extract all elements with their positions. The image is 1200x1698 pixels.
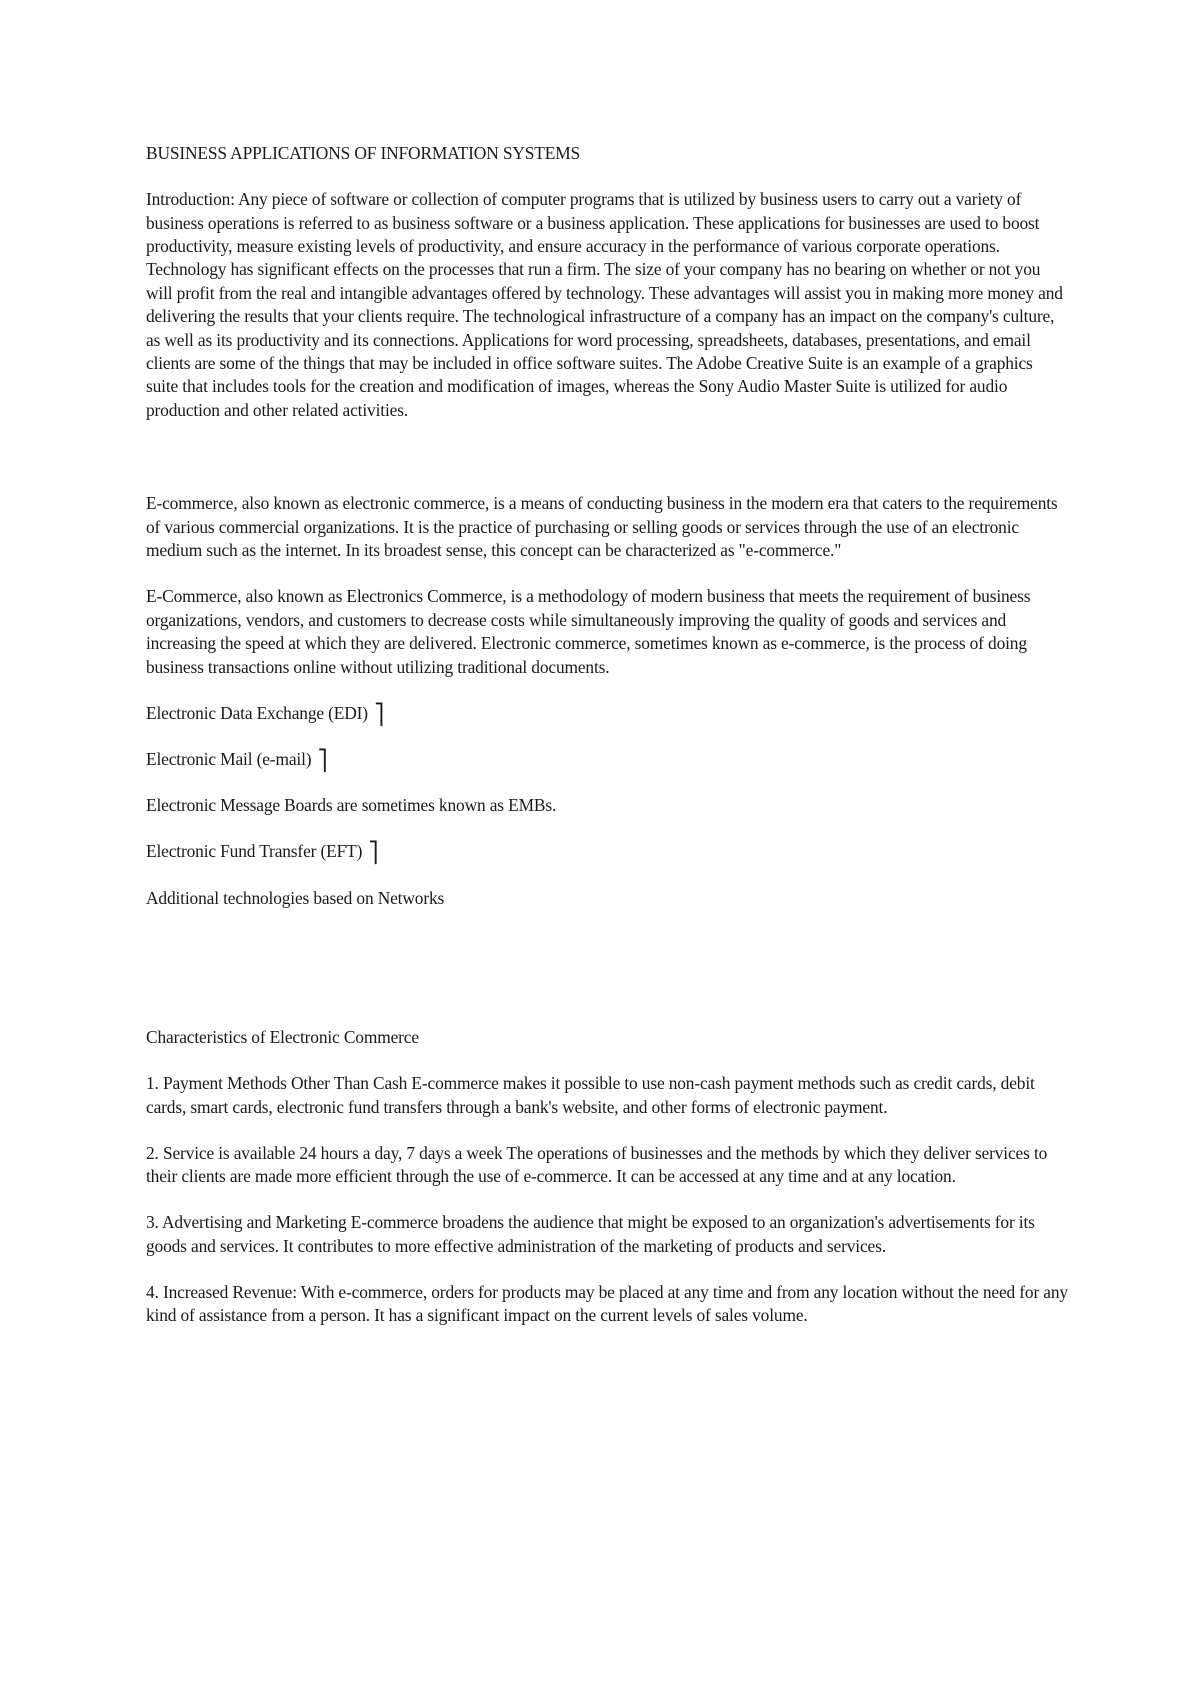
bracket-glyph: ⎤ [317,749,328,772]
characteristic-item-revenue: 4. Increased Revenue: With e-commerce, orders for products may be placed at any time and from any location without the need for any kind of assistance from a person. It has a significant impact on the current levels of sales volume. [146,1281,1068,1326]
tech-item-email [146,748,1068,771]
bracket-glyph: ⎤ [373,703,384,726]
intro-paragraph: Introduction: Any piece of software or collection of computer programs that is utilized by business users to carry out a variety of business operations is referred to as business software or a business application. These applications for businesses are used to boost productivity, measure existing levels of productivity, and ensure accuracy in the performance of various corporate operations. Technology has significant effects on the processes that run a firm. The size of your company has no bearing on whether or not you will profit from the real and intangible advantages offered by technology. These advantages will assist you in making more money and delivering the results that your clients require. The technological infrastructure of a company has an impact on the company's culture, as well as its productivity and its connections. Applications for word processing, spreadsheets, databases, presentations, and email clients are some of the things that may be included in office software suites. The Adobe Creative Suite is an example of a graphics suite that includes tools for the creation and modification of images, whereas the Sony Audio Master Suite is utilized for audio production and other related activities. [146,189,1063,420]
characteristic-item-marketing: 3. Advertising and Marketing E-commerce broadens the audience that might be exposed to an organization's advertisements for its goods and services. It contributes to more effective administration of the marketing of products and services. [146,1212,1035,1256]
tech-item-label: Additional technologies based on Networks [146,887,445,908]
ecommerce-methodology-paragraph: E-Commerce, also known as Electronics Commerce, is a methodology of modern business that meets the requirement of business organizations, vendors, and customers to decrease costs while simultaneously improving the quality of goods and services and increasing the speed at which they are delivered. Electronic commerce, sometimes known as e-commerce, is the process of doing business transactions online without utilizing traditional documents. [146,586,1031,677]
document-body [146,142,1068,1328]
document-title: BUSINESS APPLICATIONS OF INFORMATION SYSTEMS [146,143,581,163]
characteristic-item-payment: 1. Payment Methods Other Than Cash E-commerce makes it possible to use non-cash payment methods such as credit cards, debit cards, smart cards, electronic fund transfers through a bank's website, and other forms of electronic payment. [146,1073,1035,1117]
bracket-glyph: ⎤ [368,842,379,865]
tech-item-label: Electronic Fund Transfer (EFT) [146,841,363,862]
tech-item-emb [146,794,1068,817]
tech-item-label: Electronic Mail (e-mail) [146,748,312,769]
tech-item-label: Electronic Data Exchange (EDI) [146,702,368,723]
ecommerce-definition-paragraph: E-commerce, also known as electronic commerce, is a means of conducting business in the modern era that caters to the requirements of various commercial organizations. It is the practice of purchasing or selling goods or services through the use of an electronic medium such as the internet. In its broadest sense, this concept can be characterized as "e-commerce." [146,493,1058,561]
characteristic-item-availability: 2. Service is available 24 hours a day, 7 days a week The operations of businesses and the methods by which they deliver services to their clients are made more efficient through the use of e-commerce. It can be accessed at any time and at any location. [146,1142,1048,1187]
tech-item-networks [146,887,1068,910]
tech-item-label: Electronic Message Boards are sometimes known as EMBs. [146,795,557,816]
tech-item-edi [146,702,1068,725]
tech-item-eft [146,840,1068,863]
characteristics-heading: Characteristics of Electronic Commerce [146,1026,419,1047]
